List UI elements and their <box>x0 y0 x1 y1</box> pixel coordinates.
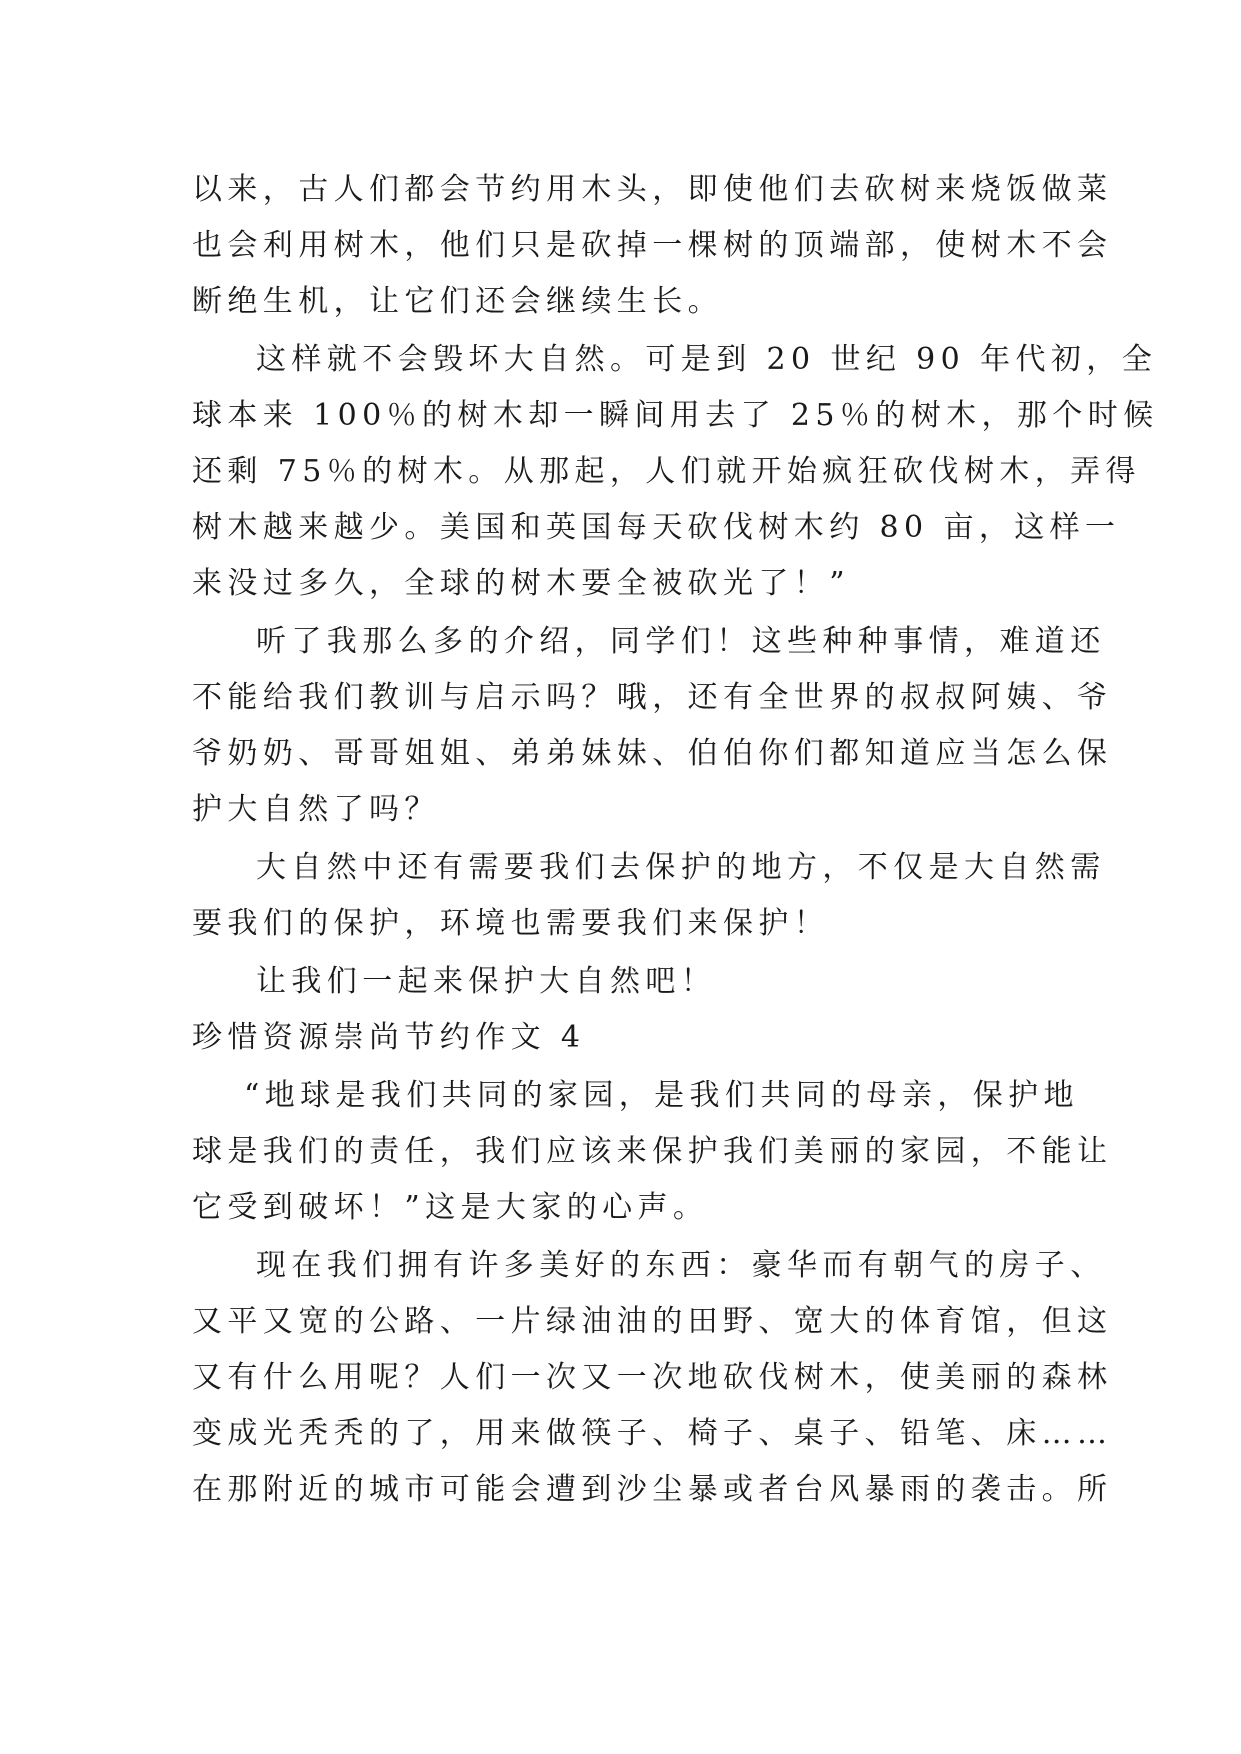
paragraph-first-line: 现在我们拥有许多美好的东西：豪华而有朝气的房子、 <box>256 1248 1106 1283</box>
text-line: 还剩 75％的树木。从那起，人们就开始疯狂砍伐树木，弄得 <box>192 454 1141 489</box>
text-line: 也会利用树木，他们只是砍掉一棵树的顶端部，使树木不会 <box>192 228 1113 263</box>
text-line: 以来，古人们都会节约用木头，即使他们去砍树来烧饭做菜 <box>192 172 1113 207</box>
text-line: 来没过多久，全球的树木要全被砍光了！” <box>192 566 850 601</box>
section-heading: 珍惜资源崇尚节约作文 4 <box>192 1020 586 1055</box>
text-line: 要我们的保护，环境也需要我们来保护！ <box>192 906 830 941</box>
paragraph-first-line: 听了我那么多的介绍，同学们！这些种种事情，难道还 <box>256 624 1106 659</box>
text-line: 球是我们的责任，我们应该来保护我们美丽的家园，不能让 <box>192 1134 1113 1169</box>
text-line: 又平又宽的公路、一片绿油油的田野、宽大的体育馆，但这 <box>192 1304 1113 1339</box>
paragraph-first-line: “地球是我们共同的家园，是我们共同的母亲，保护地 <box>244 1078 1079 1113</box>
text-line: 护大自然了吗？ <box>192 792 440 827</box>
text-line: 变成光秃秃的了，用来做筷子、椅子、桌子、铅笔、床…… <box>192 1416 1113 1451</box>
text-line: 球本来 100％的树木却一瞬间用去了 25％的树木，那个时候 <box>192 398 1159 433</box>
text-line: 树木越来越少。美国和英国每天砍伐树木约 80 亩，这样一 <box>192 510 1121 545</box>
text-line: 在那附近的城市可能会遭到沙尘暴或者台风暴雨的袭击。所 <box>192 1472 1113 1507</box>
paragraph-first-line: 让我们一起来保护大自然吧！ <box>256 964 717 999</box>
paragraph-first-line: 大自然中还有需要我们去保护的地方，不仅是大自然需 <box>256 850 1106 885</box>
text-line: 断绝生机，让它们还会继续生长。 <box>192 284 723 319</box>
text-line: 不能给我们教训与启示吗？哦，还有全世界的叔叔阿姨、爷 <box>192 680 1113 715</box>
paragraph-first-line: 这样就不会毁坏大自然。可是到 20 世纪 90 年代初，全 <box>256 342 1158 377</box>
text-line: 爷奶奶、哥哥姐姐、弟弟妹妹、伯伯你们都知道应当怎么保 <box>192 736 1113 771</box>
text-line: 又有什么用呢？人们一次又一次地砍伐树木，使美丽的森林 <box>192 1360 1113 1395</box>
text-line: 它受到破坏！”这是大家的心声。 <box>192 1190 709 1225</box>
